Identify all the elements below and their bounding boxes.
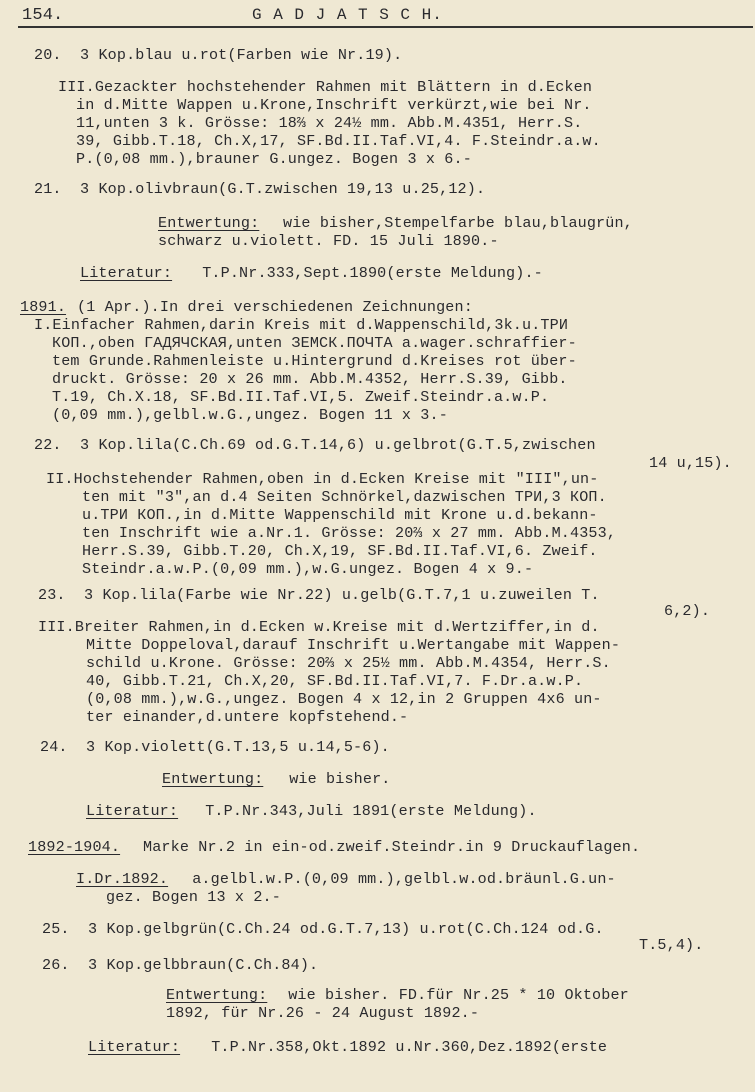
entry-22: 22. 3 Kop.lila(C.Ch.69 od.G.T.14,6) u.gelbrot(G.T.5,zwischen: [34, 436, 596, 454]
entwertung-label: Entwertung:: [158, 214, 260, 232]
entwertung-label: Entwertung:: [166, 986, 268, 1004]
text-line: 40, Gibb.T.21, Ch.X,20, SF.Bd.II.Taf.VI,7. F.Dr.a.w.P.: [86, 672, 584, 690]
text-line: T.P.Nr.358,Okt.1892 u.Nr.360,Dez.1892(erste: [202, 1038, 608, 1056]
page-header-title: G A D J A T S C H.: [252, 6, 443, 24]
page-number: 154.: [22, 6, 64, 25]
text-line: P.(0,08 mm.),brauner G.ungez. Bogen 3 x 6.-: [76, 150, 472, 168]
text-line: (1 Apr.).In drei verschiedenen Zeichnungen:: [77, 298, 473, 316]
year-heading-1892-1904: 1892-1904.: [28, 838, 121, 856]
entry-24: 24. 3 Kop.violett(G.T.13,5 u.14,5-6).: [40, 738, 390, 756]
text-line: wie bisher,Stempelfarbe blau,blaugrün,: [283, 214, 633, 232]
text-line: 11,unten 3 k. Grösse: 18⅔ x 24½ mm. Abb.M.4351, Herr.S.: [76, 114, 583, 132]
entry-25: 25. 3 Kop.gelbgrün(C.Ch.24 od.G.T.7,13) u.rot(C.Ch.124 od.G.: [42, 920, 604, 938]
text-line: in d.Mitte Wappen u.Krone,Inschrift verkürzt,wie bei Nr.: [76, 96, 592, 114]
druckauflage-heading: I.Dr.1892.: [76, 870, 169, 888]
text-line: (0,08 mm.),w.G.,ungez. Bogen 4 x 12,in 2 Gruppen 4x6 un-: [86, 690, 602, 708]
text-line: ter einander,d.untere kopfstehend.-: [86, 708, 409, 726]
entry-21: 21. 3 Kop.olivbraun(G.T.zwischen 19,13 u.25,12).: [34, 180, 486, 198]
entry-26: 26. 3 Kop.gelbbraun(C.Ch.84).: [42, 956, 319, 974]
text-line: T.19, Ch.X.18, SF.Bd.II.Taf.VI,5. Zweif.Steindr.a.w.P.: [52, 388, 550, 406]
text-line: gez. Bogen 13 x 2.-: [106, 888, 281, 906]
year-heading-1891: 1891.: [20, 298, 67, 316]
text-line: T.P.Nr.333,Sept.1890(erste Meldung).-: [193, 264, 543, 282]
text-line: 1892, für Nr.26 - 24 August 1892.-: [166, 1004, 480, 1022]
text-line: wie bisher.: [280, 770, 391, 788]
text-line: ten Inschrift wie a.Nr.1. Grösse: 20⅔ x 27 mm. Abb.M.4353,: [82, 524, 617, 542]
literatur-label: Literatur:: [88, 1038, 181, 1056]
text-line: Marke Nr.2 in ein-od.zweif.Steindr.in 9 Druckauflagen.: [143, 838, 641, 856]
text-line: 6,2).: [664, 602, 711, 620]
text-line: schwarz u.violett. FD. 15 Juli 1890.-: [158, 232, 499, 250]
text-line: I.Einfacher Rahmen,darin Kreis mit d.Wappenschild,3k.u.ТРИ: [34, 316, 569, 334]
text-line: II.Hochstehender Rahmen,oben in d.Ecken Kreise mit "III",un-: [46, 470, 599, 488]
entwertung-label: Entwertung:: [162, 770, 264, 788]
text-line: a.gelbl.w.P.(0,09 mm.),gelbl.w.od.bräunl.G.un-: [183, 870, 616, 888]
text-line: 39, Gibb.T.18, Ch.X,17, SF.Bd.II.Taf.VI,4. F.Steindr.a.w.: [76, 132, 601, 150]
text-line: ten mit "3",an d.4 Seiten Schnörkel,dazwischen ТРИ,3 КОП.: [82, 488, 607, 506]
text-line: u.ТРИ КОП.,in d.Mitte Wappenschild mit Krone u.d.bekann-: [82, 506, 598, 524]
text-line: III.Gezackter hochstehender Rahmen mit Blättern in d.Ecken: [58, 78, 593, 96]
text-line: T.P.Nr.343,Juli 1891(erste Meldung).: [196, 802, 537, 820]
text-line: (0,09 mm.),gelbl.w.G.,ungez. Bogen 11 x 3.-: [52, 406, 448, 424]
text-line: schild u.Krone. Grösse: 20⅔ x 25½ mm. Abb.M.4354, Herr.S.: [86, 654, 611, 672]
literatur-label: Literatur:: [86, 802, 179, 820]
text-line: КОП.,oben ГАДЯЧСКАЯ,unten ЗЕМСК.ПОЧТА a.wager.schraffier-: [52, 334, 577, 352]
text-line: tem Grunde.Rahmenleiste u.Hintergrund d.Kreises rot über-: [52, 352, 577, 370]
entry-23: 23. 3 Kop.lila(Farbe wie Nr.22) u.gelb(G.T.7,1 u.zuweilen T.: [38, 586, 600, 604]
text-line: druckt. Grösse: 20 x 26 mm. Abb.M.4352, Herr.S.39, Gibb.: [52, 370, 568, 388]
text-line: Mitte Doppeloval,darauf Inschrift u.Wertangabe mit Wappen-: [86, 636, 621, 654]
text-line: Herr.S.39, Gibb.T.20, Ch.X,19, SF.Bd.II.Taf.VI,6. Zweif.: [82, 542, 598, 560]
text-line: 14 u,15).: [649, 454, 732, 472]
entry-20: 20. 3 Kop.blau u.rot(Farben wie Nr.19).: [34, 46, 403, 64]
text-line: wie bisher. FD.für Nr.25 * 10 Oktober: [279, 986, 629, 1004]
header-rule: [18, 26, 753, 28]
text-line: III.Breiter Rahmen,in d.Ecken w.Kreise mit d.Wertziffer,in d.: [38, 618, 600, 636]
text-line: Steindr.a.w.P.(0,09 mm.),w.G.ungez. Bogen 4 x 9.-: [82, 560, 534, 578]
literatur-label: Literatur:: [80, 264, 173, 282]
text-line: T.5,4).: [639, 936, 704, 954]
